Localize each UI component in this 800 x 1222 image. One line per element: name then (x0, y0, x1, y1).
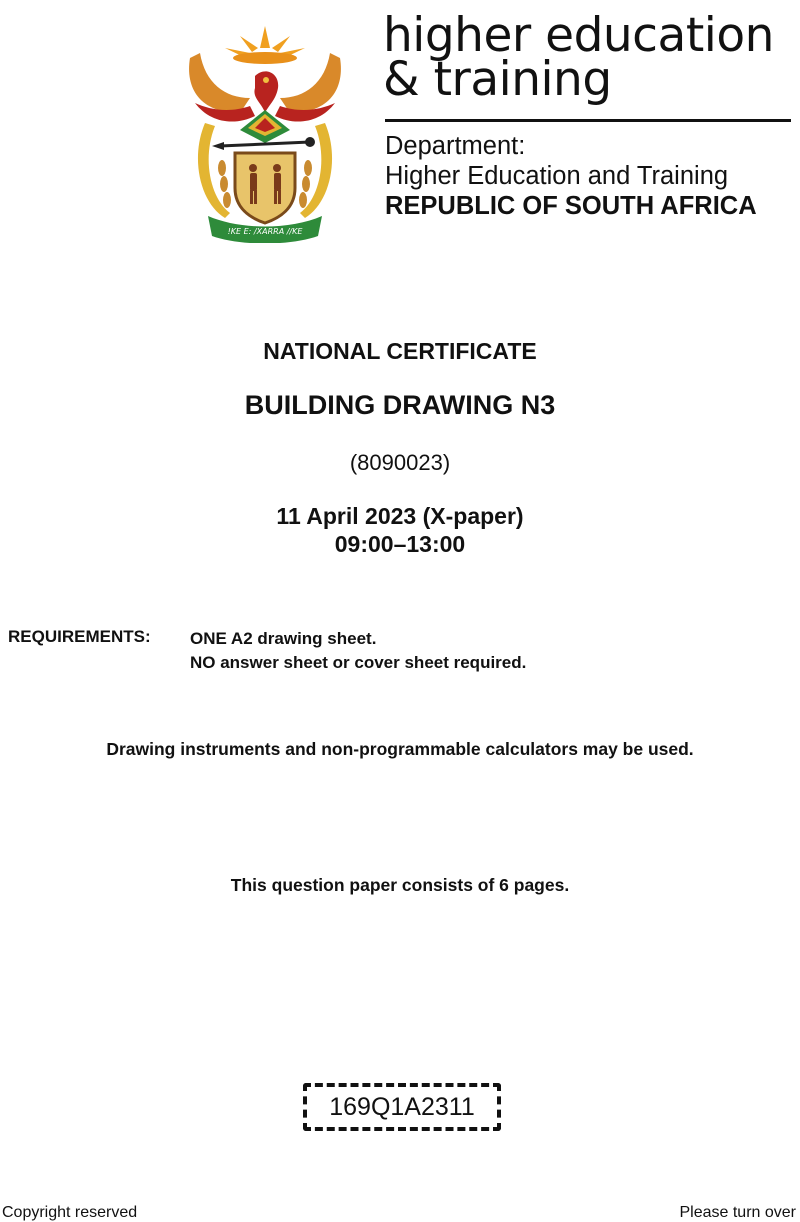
footer-turn-over: Please turn over (679, 1204, 796, 1221)
department-block (385, 131, 757, 221)
exam-date-time (0, 502, 800, 558)
department-label: Department: (385, 132, 526, 160)
brand-line-1: higher education (383, 8, 774, 63)
exam-time: 09:00–13:00 (334, 531, 466, 557)
requirement-item: NO answer sheet or cover sheet required. (190, 653, 527, 672)
requirement-item: ONE A2 drawing sheet. (190, 629, 377, 648)
brand-line-2: & training (383, 52, 612, 107)
svg-text:!KE E: /XARRA //KE: !KE E: /XARRA //KE (227, 227, 303, 236)
certificate-title: NATIONAL CERTIFICATE (263, 338, 537, 364)
country-name: REPUBLIC OF SOUTH AFRICA (385, 192, 757, 220)
coat-of-arms-icon (180, 18, 350, 243)
paper-code: 169Q1A2311 (329, 1092, 475, 1121)
brand-wordmark (383, 8, 774, 107)
footer-copyright: Copyright reserved (2, 1204, 138, 1221)
exam-date: 11 April 2023 (X-paper) (276, 503, 524, 529)
instruments-note: Drawing instruments and non-programmable calculators may be used. (106, 739, 694, 759)
subject-code: (8090023) (349, 450, 451, 475)
department-name: Higher Education and Training (385, 162, 729, 190)
requirements-list (190, 627, 526, 675)
requirements-label: REQUIREMENTS: (8, 627, 151, 646)
brand-divider (385, 119, 791, 122)
page-count-note: This question paper consists of 6 pages. (230, 875, 570, 895)
subject-title: BUILDING DRAWING N3 (244, 390, 556, 420)
paper-code-box (303, 1083, 501, 1131)
